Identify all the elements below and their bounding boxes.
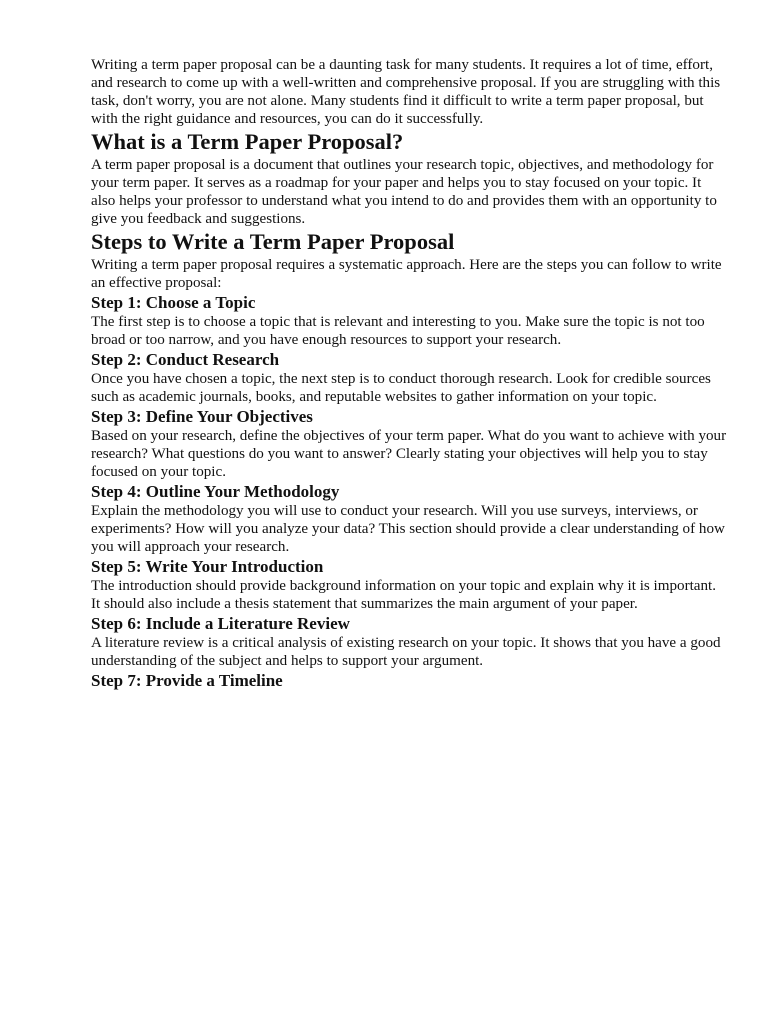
document-page xyxy=(91,56,727,691)
section-heading-steps: Steps to Write a Term Paper Proposal xyxy=(91,229,455,254)
step-2-paragraph: Once you have chosen a topic, the next step is to conduct thorough research. Look for credible sources such as academic journals, books, and reputable websites to gather information on your topic. xyxy=(91,371,711,405)
step-1-heading: Step 1: Choose a Topic xyxy=(91,293,256,312)
step-5-paragraph: The introduction should provide background information on your topic and explain why it is important. It should also include a thesis statement that summarizes the main argument of your paper. xyxy=(91,578,717,612)
step-5-heading: Step 5: Write Your Introduction xyxy=(91,557,324,576)
section-paragraph-what-is: A term paper proposal is a document that outlines your research topic, objectives, and methodology for your term paper. It serves as a roadmap for your paper and helps you to stay focused on your topic. It also helps your professor to understand what you intend to do and provides them with an opportunity to give you feedback and suggestions. xyxy=(91,157,717,227)
step-4-paragraph: Explain the methodology you will use to conduct your research. Will you use surveys, interviews, or experiments? How will you analyze your data? This section should provide a clear understanding of how you will approach your research. xyxy=(91,503,725,555)
step-3-paragraph: Based on your research, define the objectives of your term paper. What do you want to achieve with your research? What questions do you want to answer? Clearly stating your objectives will help you to stay focused on your topic. xyxy=(91,428,727,480)
step-2-heading: Step 2: Conduct Research xyxy=(91,350,280,369)
step-4-heading: Step 4: Outline Your Methodology xyxy=(91,482,340,501)
step-7-heading: Step 7: Provide a Timeline xyxy=(91,671,283,690)
section-paragraph-steps: Writing a term paper proposal requires a systematic approach. Here are the steps you can follow to write an effective proposal: xyxy=(91,257,722,291)
step-1-paragraph: The first step is to choose a topic that is relevant and interesting to you. Make sure the topic is not too broad or too narrow, and you have enough resources to support your research. xyxy=(91,314,705,348)
step-6-paragraph: A literature review is a critical analysis of existing research on your topic. It shows that you have a good understanding of the subject and helps to support your argument. xyxy=(91,635,721,669)
section-heading-what-is: What is a Term Paper Proposal? xyxy=(91,129,404,154)
step-6-heading: Step 6: Include a Literature Review xyxy=(91,614,350,633)
step-3-heading: Step 3: Define Your Objectives xyxy=(91,407,313,426)
intro-paragraph: Writing a term paper proposal can be a daunting task for many students. It requires a lot of time, effort, and research to come up with a well-written and comprehensive proposal. If you are struggling with this task, don't worry, you are not alone. Many students find it difficult to write a term paper proposal, but with the right guidance and resources, you can do it successfully. xyxy=(91,57,721,127)
